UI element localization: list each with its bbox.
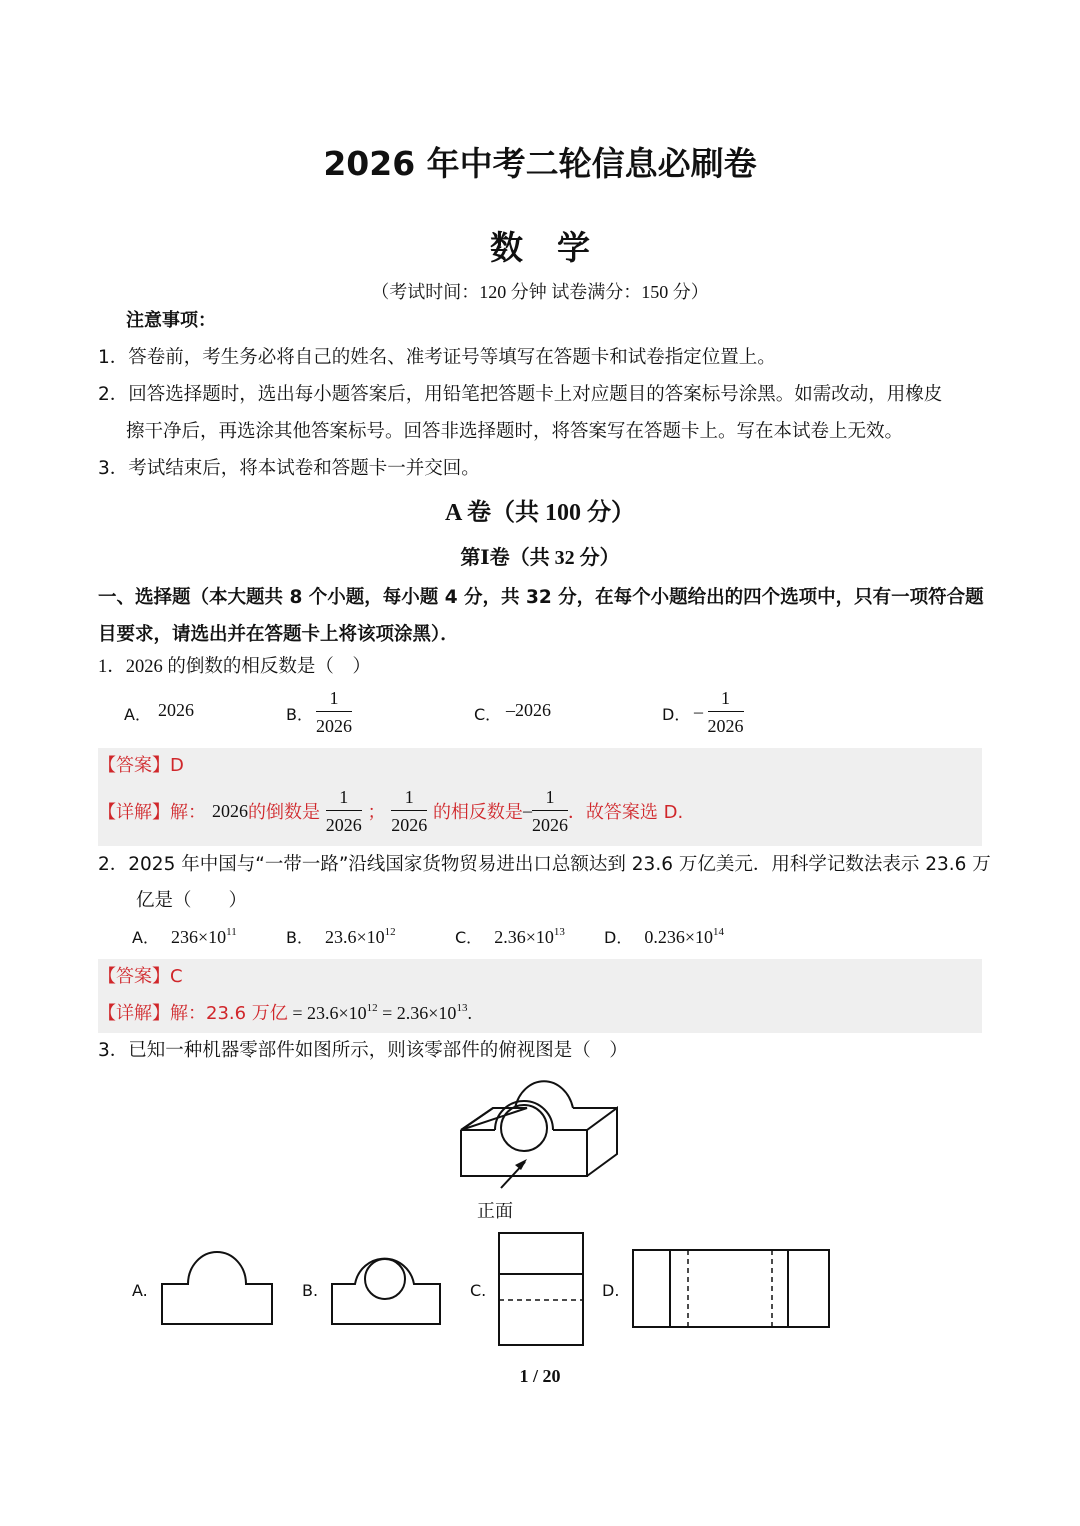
detail-math: = 23.6×10: [287, 1003, 367, 1023]
note-item: 3．考试结束后，将本试卷和答题卡一并交回。: [98, 458, 480, 479]
note-item: 2．回答选择题时，选出每小题答案后，用铅笔把答题卡上对应题目的答案标号涂黑。如需改动，用橡皮: [98, 384, 943, 405]
detail-end: ．故答案选 D.: [567, 802, 684, 823]
q3-option-d-label: D.: [602, 1281, 620, 1300]
detail-separator: ；: [367, 802, 386, 823]
arrow-head: [515, 1159, 527, 1170]
frac-numerator: 1: [708, 689, 744, 712]
option-base: 23.6×10: [324, 927, 385, 947]
frac-denominator: 2026: [325, 815, 362, 835]
q1-stem: 1．2026 的倒数的相反数是（ ）: [98, 657, 371, 677]
frac-denominator: 2026: [391, 815, 428, 835]
detail-math: = 2.36×10: [377, 1003, 457, 1023]
page-title: 2026 年中考二轮信息必刷卷: [323, 144, 757, 183]
q1-option-b-label: B．: [286, 705, 313, 724]
q2-option-b: [286, 925, 396, 948]
q2-detail: [98, 999, 472, 1025]
q3-option-b-figure: [328, 1248, 444, 1328]
q2-option-d: [604, 925, 724, 948]
detail-end: .: [467, 1003, 472, 1023]
q2-option-c: [455, 925, 565, 948]
detail-tag: 【详解】: [98, 802, 170, 823]
machine-part-figure: [455, 1064, 625, 1190]
option-d-outline: [633, 1250, 829, 1327]
answer-tag: 【答案】: [98, 755, 170, 776]
q3-option-d-figure: [630, 1247, 832, 1331]
answer-value: C: [170, 966, 183, 987]
q1-option-a-value: 2026: [158, 700, 194, 720]
option-exponent: 14: [712, 926, 724, 938]
detail-prefix: 解：: [170, 802, 206, 823]
figure-front-face: [461, 1130, 587, 1176]
frac-numerator: 1: [316, 689, 352, 712]
option-exponent: 13: [553, 926, 565, 938]
frac-denominator: 2026: [707, 716, 744, 736]
option-base: 0.236×10: [644, 927, 713, 947]
option-a-outline: [162, 1252, 272, 1324]
q3-option-c-label: C.: [470, 1281, 487, 1300]
q1-option-c-label: C．: [474, 705, 502, 724]
q1-detail: [98, 788, 683, 834]
option-c-outline: [499, 1233, 583, 1345]
notes-heading: 注意事项：: [126, 310, 216, 331]
answer-value: D: [170, 755, 184, 776]
q1-option-c-value: –2026: [506, 700, 551, 720]
detail-exponent: 12: [366, 1002, 378, 1014]
option-b-circle: [365, 1259, 405, 1299]
page-number: 1 / 20: [519, 1366, 561, 1386]
q2-stem-line1: 2．2025 年中国与“一带一路”沿线国家货物贸易进出口总额达到 23.6 万亿美元．用科学记数法表示 23.6 万: [98, 854, 991, 875]
option-label: C．: [455, 928, 483, 947]
q1-answer: [98, 751, 184, 777]
detail-text: 的倒数是: [248, 802, 320, 823]
q3-option-b-label: B.: [302, 1281, 319, 1300]
q1-option-d-fraction: [694, 689, 744, 735]
q2-answer: [98, 962, 183, 988]
option-base: 2.36×10: [494, 927, 554, 947]
frac-denominator: 2026: [531, 815, 568, 835]
q2-option-a: [132, 925, 237, 948]
frac-numerator: 1: [532, 788, 568, 811]
minus-sign: –: [522, 800, 532, 821]
answer-tag: 【答案】: [98, 966, 170, 987]
q1-option-b-fraction: [316, 689, 352, 735]
section-a-heading: A 卷（共 100 分）: [444, 500, 635, 526]
option-exponent: 12: [384, 926, 396, 938]
figure-edge: [461, 1108, 527, 1130]
exam-info: （考试时间：120 分钟 试卷满分：150 分）: [371, 282, 709, 302]
detail-number: 2026: [212, 800, 248, 821]
q3-stem: 3．已知一种机器零部件如图所示，则该零部件的俯视图是（ ）: [98, 1040, 628, 1061]
option-base: 236×10: [170, 927, 227, 947]
detail-text: 23.6 万亿: [206, 1003, 288, 1024]
q1-option-a-label: A．: [124, 705, 151, 724]
option-b-outline: [332, 1259, 440, 1324]
frac-denominator: 2026: [316, 716, 352, 736]
q1-option-d-label: D．: [662, 705, 691, 724]
figure-back-arc: [515, 1081, 573, 1108]
figure-right-face: [553, 1108, 617, 1176]
q3-option-a-figure: [158, 1248, 276, 1328]
frac-numerator: 1: [326, 788, 362, 811]
option-label: B．: [286, 928, 313, 947]
front-label: 正面: [477, 1201, 513, 1221]
detail-text: 的相反数是: [432, 802, 523, 823]
option-label: D．: [604, 928, 633, 947]
section-i-heading: 第Ⅰ卷（共 32 分）: [460, 547, 620, 569]
minus-sign: –: [694, 701, 703, 722]
q2-stem-line2: 亿是（ ）: [136, 890, 248, 911]
figure-hole: [501, 1105, 547, 1151]
option-label: A．: [132, 928, 159, 947]
subject-title: 数学: [490, 228, 624, 267]
detail-tag: 【详解】: [98, 1003, 170, 1024]
frac-numerator: 1: [391, 788, 427, 811]
detail-prefix: 解：: [170, 1003, 206, 1024]
detail-exponent: 13: [456, 1002, 468, 1014]
option-exponent: 11: [226, 926, 237, 938]
q3-option-a-label: A.: [132, 1281, 148, 1300]
part-one-line1: 一、选择题（本大题共 8 个小题，每小题 4 分，共 32 分，在每个小题给出的四个选项中，只有一项符合题: [98, 587, 984, 608]
part-one-line2: 目要求，请选出并在答题卡上将该项涂黑）．: [98, 624, 459, 645]
q3-option-c-figure: [496, 1230, 586, 1348]
note-item: 1．答卷前，考生务必将自己的姓名、准考证号等填写在答题卡和试卷指定位置上。: [98, 347, 776, 368]
note-item: 擦干净后，再选涂其他答案标号。回答非选择题时，将答案写在答题卡上。写在本试卷上无效。: [126, 421, 904, 442]
